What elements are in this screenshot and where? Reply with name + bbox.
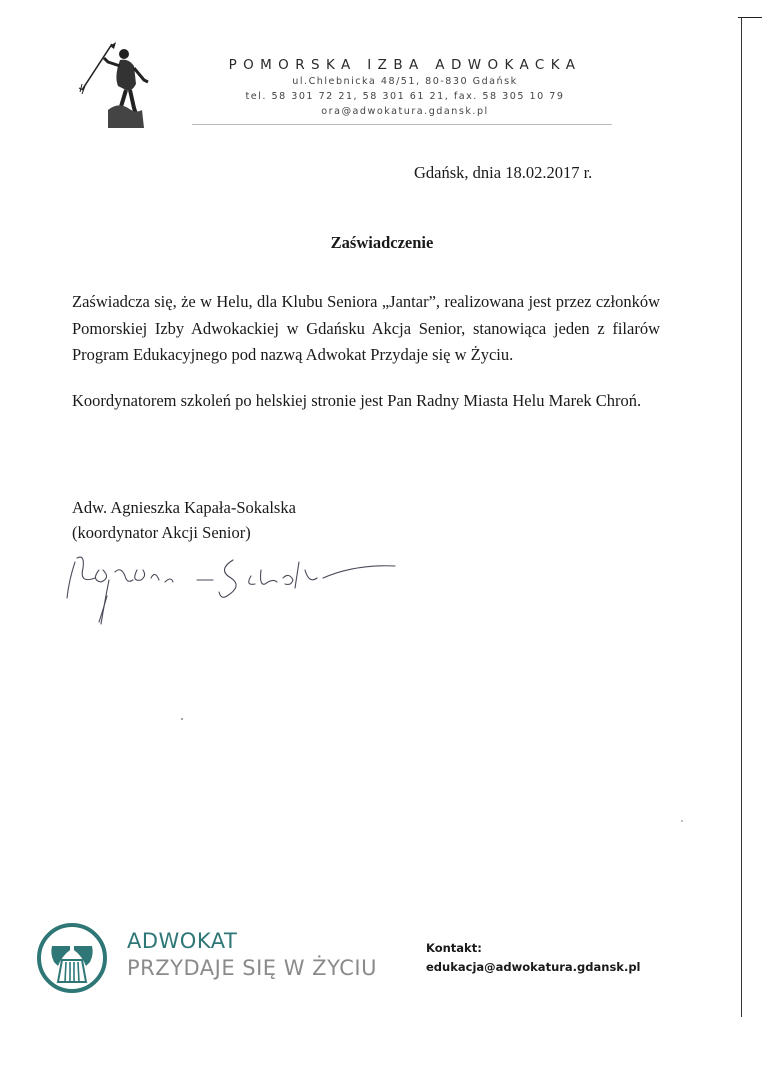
body-paragraph-1: Zaświadcza się, że w Helu, dla Klubu Seniora „Jantar”, realizowana jest przez członków Pomorskiej Izby Adwokackiej w Gdańsku Akcja Senior, stanowiąca jeden z filarów Program Edukacyjnego pod nazwą Adwokat Przydaje się w Życiu. <box>72 292 660 364</box>
scan-speck <box>181 718 183 720</box>
document-date: Gdańsk, dnia 18.02.2017 r. <box>414 163 593 182</box>
contact-label: Kontakt: <box>426 941 482 955</box>
contact-email: edukacja@adwokatura.gdansk.pl <box>426 960 641 974</box>
program-logo-icon <box>36 922 108 994</box>
document-title: Zaświadczenie <box>330 233 434 252</box>
signatory-name: Adw. Agnieszka Kapała-Sokalska <box>72 498 296 517</box>
program-name-line2: PRZYDAJE SIĘ W ŻYCIU <box>127 956 377 980</box>
bar-association-logo-icon <box>74 40 164 132</box>
org-email: ora@adwokatura.gdansk.pl <box>321 106 489 117</box>
org-address: ul.Chlebnicka 48/51, 80-830 Gdańsk <box>292 76 518 87</box>
program-name-line1: ADWOKAT <box>127 929 238 953</box>
org-phone: tel. 58 301 72 21, 58 301 61 21, fax. 58 305 10 79 <box>245 91 565 102</box>
body-paragraph-2: Koordynatorem szkoleń po helskiej stronie jest Pan Radny Miasta Helu Marek Chroń. <box>72 390 642 410</box>
org-name: POMORSKA IZBA ADWOKACKA <box>228 57 582 73</box>
signatory-role: (koordynator Akcji Senior) <box>72 523 251 542</box>
scan-edge-right <box>741 17 742 1017</box>
handwritten-signature <box>55 540 405 640</box>
scan-speck <box>681 820 683 822</box>
letterhead-divider <box>192 124 612 125</box>
document-body <box>72 289 660 414</box>
